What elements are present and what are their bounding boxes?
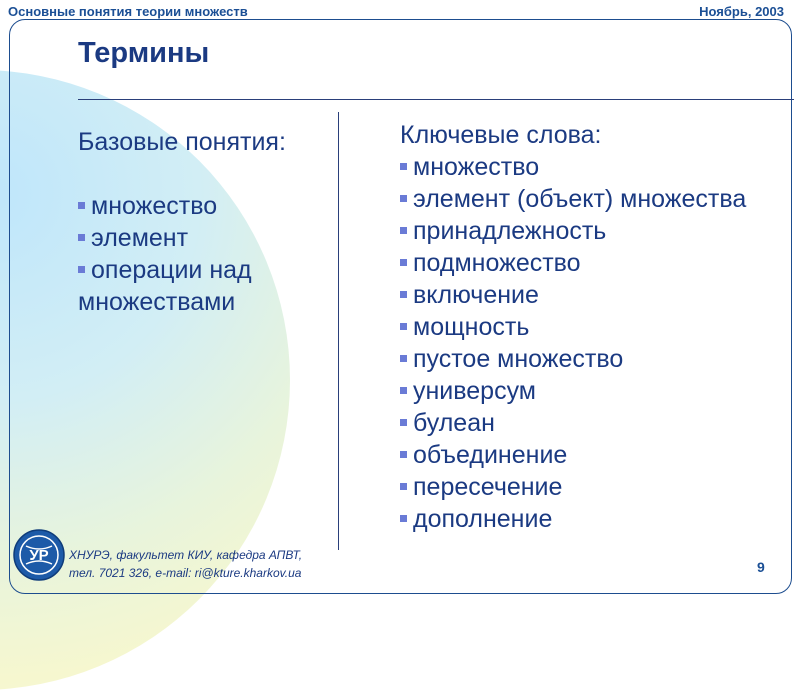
- slide-header: [0, 0, 800, 22]
- list-item: [400, 343, 795, 375]
- list-item: [78, 254, 328, 318]
- list-item: [400, 247, 795, 279]
- list-item-label: элемент (объект) множества: [413, 185, 747, 213]
- list-item: [400, 503, 795, 535]
- square-bullet-icon: [78, 266, 85, 273]
- list-item-label: множество: [91, 192, 218, 220]
- list-item-label: дополнение: [413, 505, 553, 533]
- square-bullet-icon: [400, 259, 407, 266]
- list-item: [400, 183, 795, 215]
- square-bullet-icon: [78, 234, 85, 241]
- list-item-label: элемент: [91, 224, 189, 252]
- square-bullet-icon: [78, 202, 85, 209]
- svg-text:УР: УР: [29, 547, 49, 564]
- university-logo-icon: [12, 528, 66, 582]
- list-item-label: принадлежность: [413, 217, 607, 245]
- list-item-label: универсум: [413, 377, 536, 405]
- square-bullet-icon: [400, 323, 407, 330]
- square-bullet-icon: [400, 483, 407, 490]
- footer-contact-line: тел. 7021 326, e-mail: ri@kture.kharkov.ua: [69, 566, 302, 580]
- slide-title: Термины: [78, 37, 210, 69]
- list-item: [78, 222, 328, 254]
- page-number: 9: [757, 559, 765, 575]
- square-bullet-icon: [400, 195, 407, 202]
- square-bullet-icon: [400, 163, 407, 170]
- list-item: [400, 407, 795, 439]
- basic-concepts-column: [78, 126, 328, 318]
- list-item-label: объединение: [413, 441, 568, 469]
- square-bullet-icon: [400, 291, 407, 298]
- list-item-label: пустое множество: [413, 345, 624, 373]
- list-item-label: мощность: [413, 313, 530, 341]
- list-item-label: множество: [413, 153, 540, 181]
- keywords-heading: Ключевые слова:: [400, 121, 602, 149]
- course-title: Основные понятия теории множеств: [8, 4, 248, 19]
- header-date: Ноябрь, 2003: [699, 4, 784, 19]
- list-item-label: включение: [413, 281, 539, 309]
- list-item: [400, 151, 795, 183]
- basic-concepts-list: [78, 190, 328, 318]
- list-item: [400, 471, 795, 503]
- list-item: [400, 439, 795, 471]
- list-item-label: булеан: [413, 409, 495, 437]
- list-item-label: подмножество: [413, 249, 581, 277]
- column-divider: [338, 112, 339, 550]
- list-item: [400, 375, 795, 407]
- footer-contacts: [69, 546, 302, 582]
- title-divider: [78, 99, 794, 100]
- basic-concepts-heading: Базовые понятия:: [78, 128, 286, 156]
- square-bullet-icon: [400, 355, 407, 362]
- list-item: [400, 215, 795, 247]
- footer-affiliation: ХНУРЭ, факультет КИУ, кафедра АПВТ,: [69, 548, 303, 562]
- square-bullet-icon: [400, 227, 407, 234]
- university-logo: [12, 528, 66, 582]
- keywords-list: [400, 151, 795, 535]
- list-item: [400, 279, 795, 311]
- square-bullet-icon: [400, 451, 407, 458]
- list-item: [78, 190, 328, 222]
- keywords-column: [400, 119, 795, 535]
- list-item: [400, 311, 795, 343]
- square-bullet-icon: [400, 387, 407, 394]
- square-bullet-icon: [400, 419, 407, 426]
- list-item-label: пересечение: [413, 473, 563, 501]
- list-item-label: операции над множествами: [78, 256, 252, 316]
- square-bullet-icon: [400, 515, 407, 522]
